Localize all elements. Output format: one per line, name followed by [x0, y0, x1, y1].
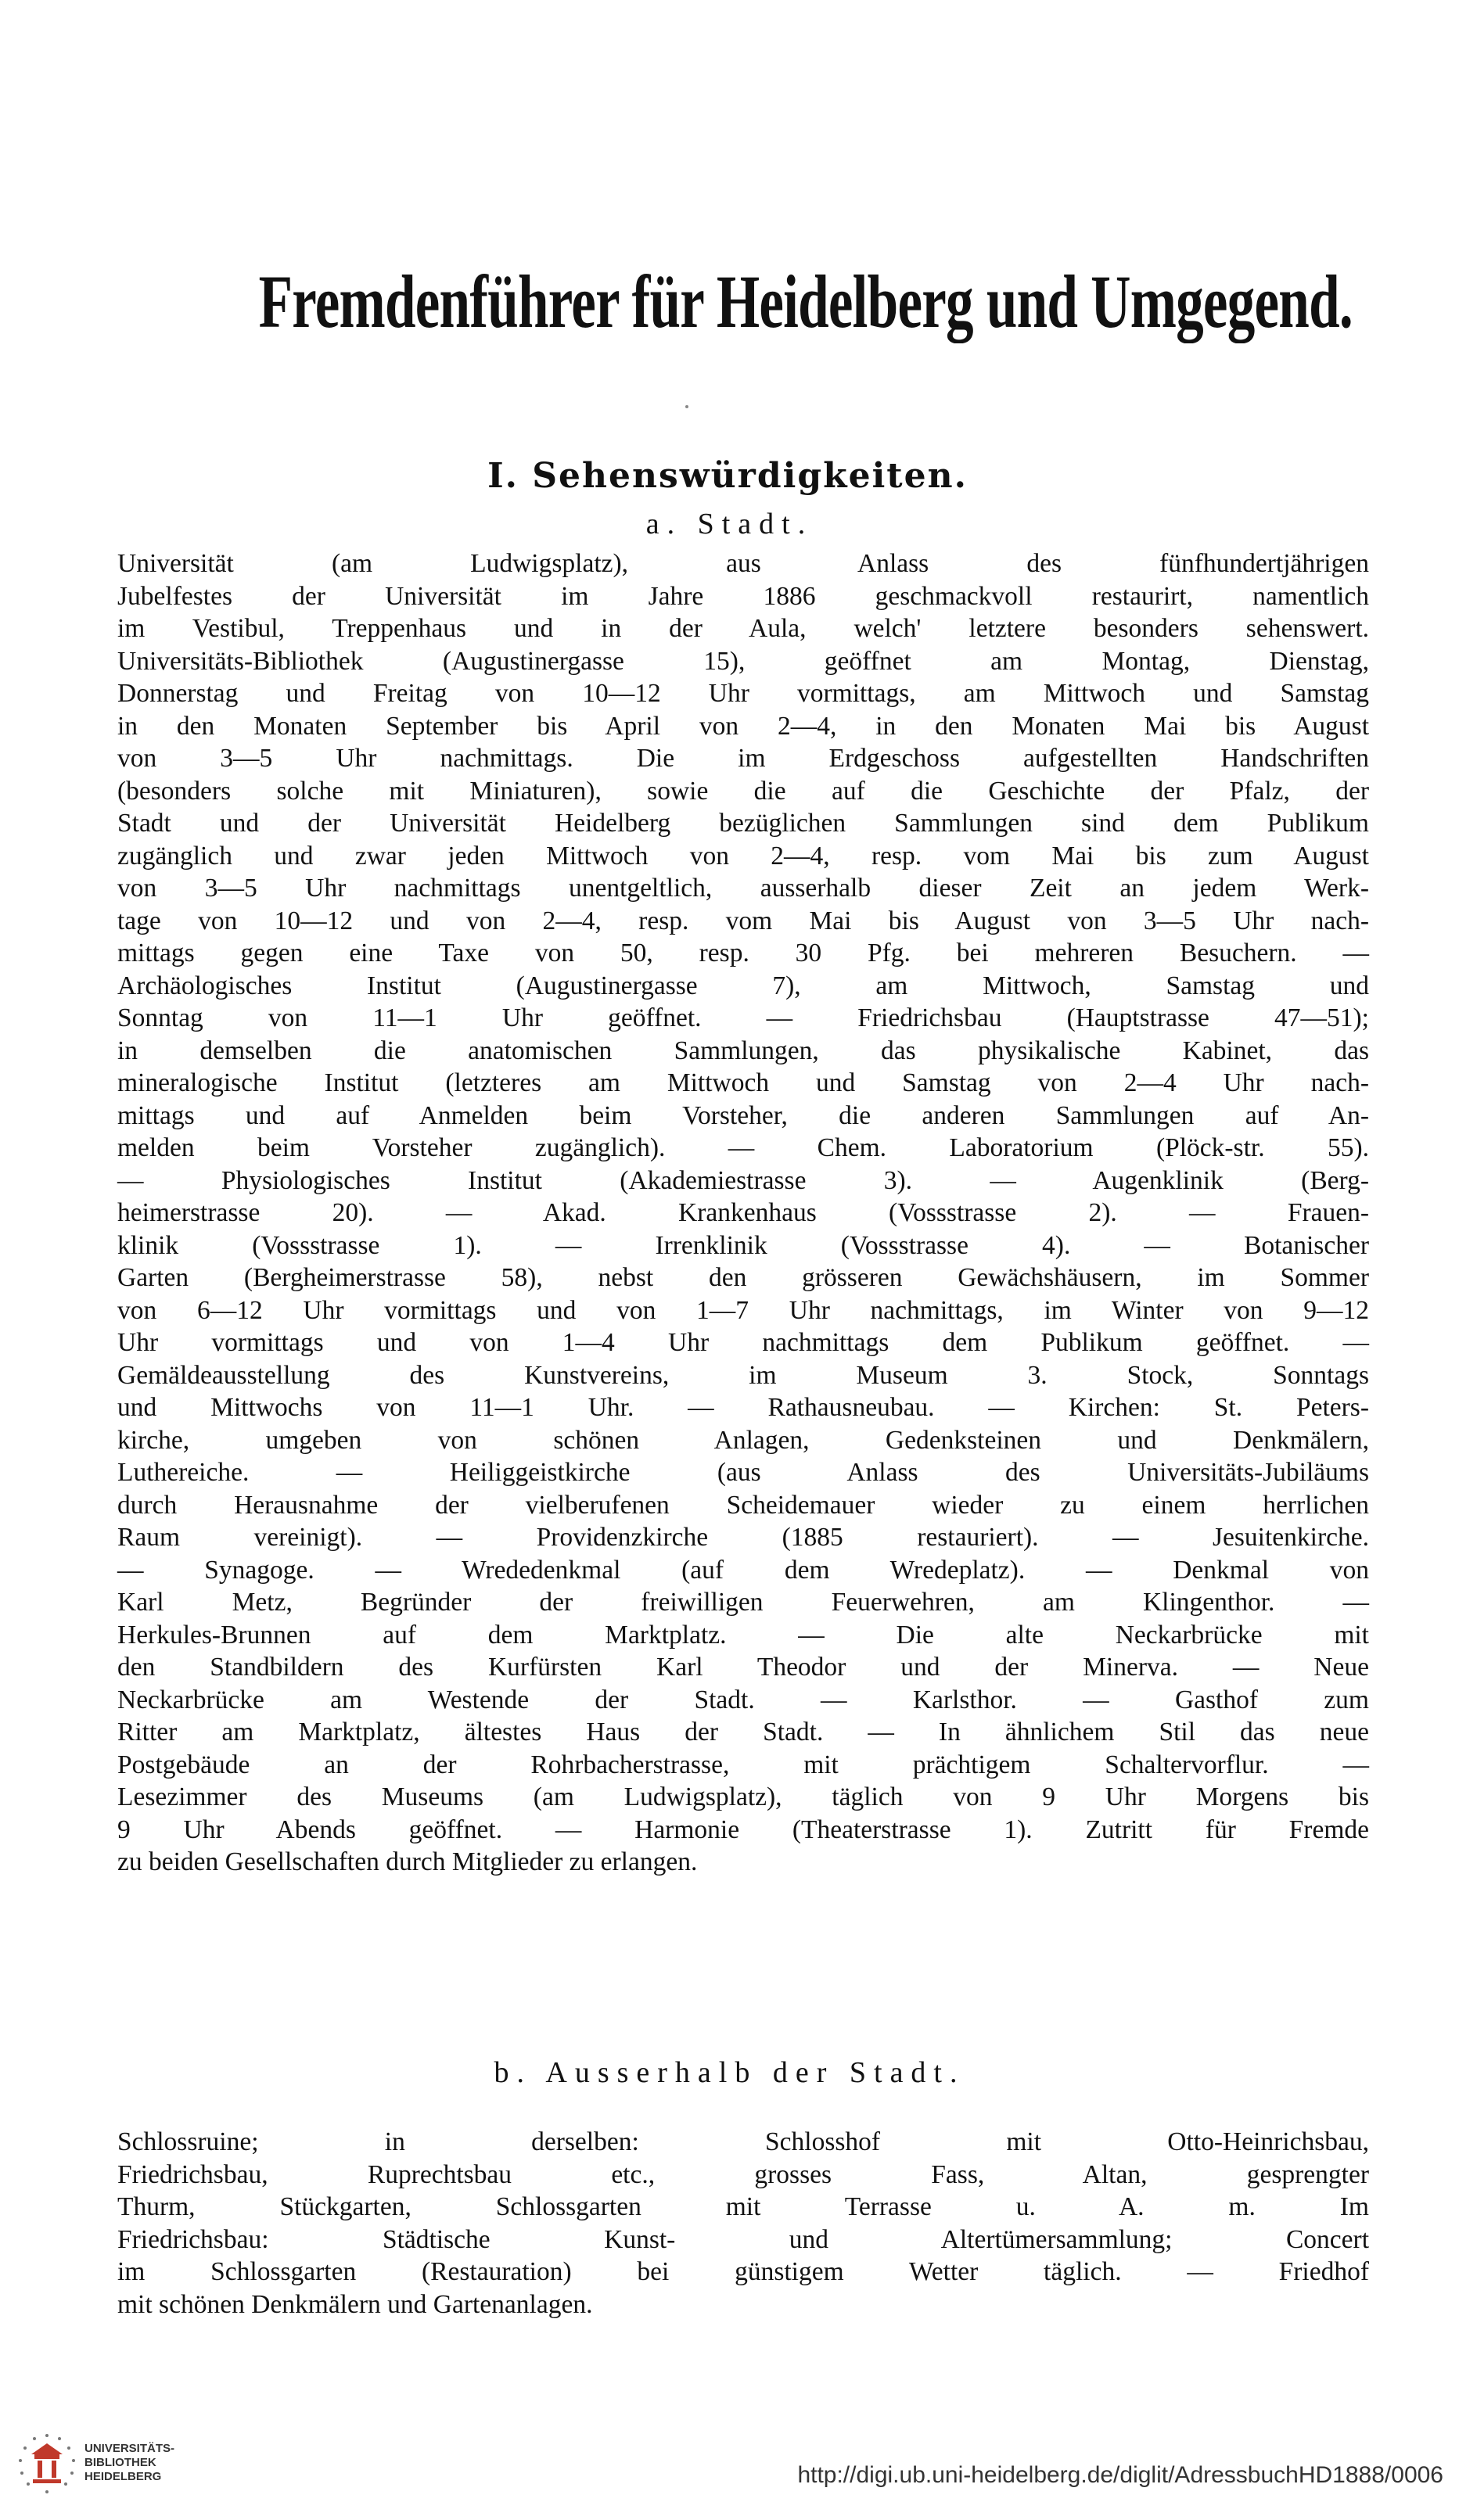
- text-line: Herkules-Brunnen auf dem Marktplatz. — Die alte Neckarbrücke mit: [117, 1620, 1369, 1649]
- decorative-dot: [685, 405, 688, 408]
- text-line: Stadt und der Universität Heidelberg bezüglichen Sammlungen sind dem Publikum: [117, 809, 1369, 838]
- text-line: mittags und auf Anmelden beim Vorsteher, die anderen Sammlungen auf An-: [117, 1100, 1369, 1130]
- text-line: Lesezimmer des Museums (am Ludwigsplatz), täglich von 9 Uhr Morgens bis: [117, 1782, 1369, 1811]
- text-line: von 3—5 Uhr nachmittags unentgeltlich, ausserhalb dieser Zeit an jedem Werk-: [117, 874, 1369, 903]
- text-line: zu beiden Gesellschaften durch Mitglieder zu erlangen.: [117, 1847, 698, 1876]
- text-line: melden beim Vorsteher zugänglich). — Chem. Laboratorium (Plöck-str. 55).: [117, 1133, 1369, 1162]
- text-line: klinik (Vossstrasse 1). — Irrenklinik (Vossstrasse 4). — Botanischer: [117, 1230, 1369, 1260]
- section-heading: I. Sehenswürdigkeiten.: [487, 456, 968, 496]
- university-seal-icon: [16, 2432, 78, 2495]
- text-line: in den Monaten September bis April von 2—4, in den Monaten Mai bis August: [117, 711, 1369, 741]
- subsection-heading-a: a. Stadt.: [645, 508, 814, 540]
- text-line: Gemäldeausstellung des Kunstvereins, im Museum 3. Stock, Sonntags: [117, 1360, 1369, 1390]
- library-name-line2: BIBLIOTHEK: [84, 2456, 156, 2469]
- text-line: Ritter am Marktplatz, ältestes Haus der Stadt. — In ähnlichem Stil das neue: [117, 1718, 1369, 1746]
- text-line: Friedrichsbau, Ruprechtsbau etc., grosses Fass, Altan, gesprengter: [117, 2159, 1369, 2189]
- text-line: 9 Uhr Abends geöffnet. — Harmonie (Theaterstrasse 1). Zutritt für Fremde: [117, 1815, 1369, 1844]
- text-line: Thurm, Stückgarten, Schlossgarten mit Terrasse u. A. m. Im: [117, 2192, 1369, 2221]
- text-line: — Physiologisches Institut (Akademiestrasse 3). — Augenklinik (Berg-: [117, 1165, 1369, 1195]
- text-line: Archäologisches Institut (Augustinergasse 7), am Mittwoch, Samstag und: [117, 971, 1369, 1000]
- text-line: Garten (Bergheimerstrasse 58), nebst den grösseren Gewächshäusern, im Sommer: [117, 1263, 1369, 1292]
- subsection-heading-b: b. Ausserhalb der Stadt.: [494, 2056, 965, 2089]
- library-name-line3: HEIDELBERG: [84, 2470, 162, 2483]
- text-line: Uhr vormittags und von 1—4 Uhr nachmittags dem Publikum geöffnet. —: [117, 1328, 1369, 1357]
- text-line: Friedrichsbau: Städtische Kunst- und Altertümersammlung; Concert: [117, 2224, 1369, 2254]
- text-line: im Vestibul, Treppenhaus und in der Aula, welch' letztere besonders sehenswert.: [117, 614, 1369, 643]
- text-line: von 6—12 Uhr vormittags und von 1—7 Uhr nachmittags, im Winter von 9—12: [117, 1295, 1369, 1325]
- library-name: [84, 2442, 174, 2484]
- text-line: Universität (am Ludwigsplatz), aus Anlass des fünfhundertjährigen: [117, 549, 1369, 578]
- source-url-link[interactable]: http://digi.ub.uni-heidelberg.de/diglit/AdressbuchHD1888/0006: [797, 2462, 1443, 2488]
- text-line: Luthereiche. — Heiliggeistkirche (aus Anlass des Universitäts-Jubiläums: [117, 1458, 1369, 1487]
- text-line: Raum vereinigt). — Providenzkirche (1885 restauriert). — Jesuitenkirche.: [117, 1523, 1369, 1552]
- text-line: den Standbildern des Kurfürsten Karl Theodor und der Minerva. — Neue: [117, 1653, 1369, 1682]
- text-line: von 3—5 Uhr nachmittags. Die im Erdgeschoss aufgestellten Handschriften: [117, 744, 1369, 773]
- text-line: Schlossruine; in derselben: Schlosshof mit Otto-Heinrichsbau,: [117, 2127, 1369, 2156]
- paragraph-stadt: [117, 547, 1369, 1879]
- library-name-line1: UNIVERSITÄTS-: [84, 2442, 175, 2455]
- page-title: Fremdenführer für Heidelberg und Umgegend.: [258, 260, 1353, 343]
- text-line: Neckarbrücke am Westende der Stadt. — Karlsthor. — Gasthof zum: [117, 1685, 1369, 1714]
- text-line: durch Herausnahme der vielberufenen Scheidemauer wieder zu einem herrlichen: [117, 1490, 1369, 1520]
- text-line: (besonders solche mit Miniaturen), sowie die auf die Geschichte der Pfalz, der: [117, 776, 1369, 806]
- text-line: Karl Metz, Begründer der freiwilligen Feuerwehren, am Klingenthor. —: [117, 1588, 1369, 1617]
- text-line: Postgebäude an der Rohrbacherstrasse, mit prächtigem Schaltervorflur. —: [117, 1750, 1369, 1779]
- text-line: mineralogische Institut (letzteres am Mittwoch und Samstag von 2—4 Uhr nach-: [117, 1068, 1369, 1097]
- text-line: heimerstrasse 20). — Akad. Krankenhaus (Vossstrasse 2). — Frauen-: [117, 1198, 1369, 1227]
- text-line: Donnerstag und Freitag von 10—12 Uhr vormittags, am Mittwoch und Samstag: [117, 679, 1369, 708]
- text-line: Sonntag von 11—1 Uhr geöffnet. — Friedrichsbau (Hauptstrasse 47—51);: [117, 1003, 1369, 1032]
- text-line: mit schönen Denkmälern und Gartenanlagen.: [117, 2289, 593, 2319]
- text-line: in demselben die anatomischen Sammlungen, das physikalische Kabinet, das: [117, 1036, 1369, 1065]
- text-line: tage von 10—12 und von 2—4, resp. vom Mai bis August von 3—5 Uhr nach-: [117, 906, 1369, 935]
- text-line: Universitäts-Bibliothek (Augustinergasse 15), geöffnet am Montag, Dienstag,: [117, 646, 1369, 676]
- paragraph-ausserhalb: [117, 2126, 1369, 2321]
- text-line: im Schlossgarten (Restauration) bei günstigem Wetter täglich. — Friedhof: [117, 2257, 1369, 2286]
- text-line: Jubelfestes der Universität im Jahre 1886 geschmackvoll restaurirt, namentlich: [117, 581, 1369, 611]
- text-line: kirche, umgeben von schönen Anlagen, Gedenksteinen und Denkmälern,: [117, 1425, 1369, 1455]
- text-line: mittags gegen eine Taxe von 50, resp. 30 Pfg. bei mehreren Besuchern. —: [117, 939, 1369, 967]
- text-line: zugänglich und zwar jeden Mittwoch von 2—4, resp. vom Mai bis zum August: [117, 841, 1369, 871]
- text-line: — Synagoge. — Wrededenkmal (auf dem Wredeplatz). — Denkmal von: [117, 1555, 1369, 1585]
- text-line: und Mittwochs von 11—1 Uhr. — Rathausneubau. — Kirchen: St. Peters-: [117, 1393, 1369, 1422]
